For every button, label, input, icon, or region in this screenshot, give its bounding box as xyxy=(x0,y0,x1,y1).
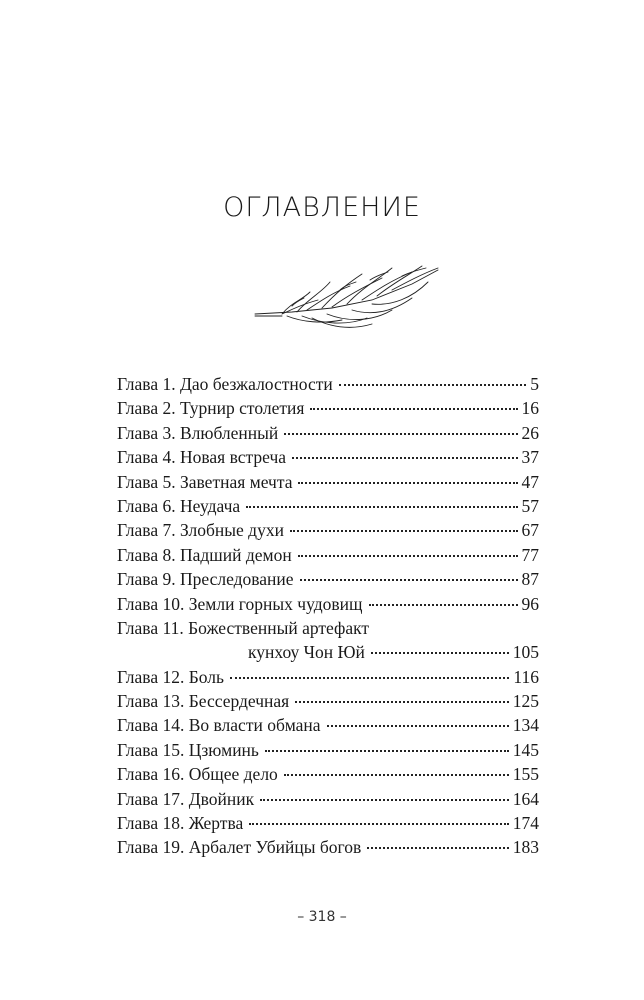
toc-entry-page: 77 xyxy=(521,544,539,565)
toc-entry[interactable] xyxy=(117,470,539,494)
toc-entry[interactable] xyxy=(117,567,539,591)
dot-leader xyxy=(290,528,518,532)
dot-leader xyxy=(230,675,509,679)
toc-entry[interactable] xyxy=(117,713,539,737)
dot-leader xyxy=(284,772,509,776)
toc-entry-page: 37 xyxy=(521,447,539,468)
toc-entry-page: 183 xyxy=(512,837,539,858)
toc-entry-title: Глава 6. Неудача xyxy=(117,495,241,516)
toc-entry-title: Глава 5. Заветная мечта xyxy=(117,471,293,492)
dot-leader xyxy=(284,431,517,435)
toc-entry-page: 47 xyxy=(521,471,539,492)
page-number: – 318 – xyxy=(297,909,347,925)
toc-entry[interactable] xyxy=(117,396,539,420)
toc-entry-title: Глава 15. Цзюминь xyxy=(117,739,259,760)
toc-entry[interactable] xyxy=(117,665,539,689)
toc-entry-page: 164 xyxy=(512,788,539,809)
toc-entry[interactable] xyxy=(117,787,539,811)
dot-leader xyxy=(371,650,509,654)
toc-entry[interactable] xyxy=(117,518,539,542)
toc-entry-page: 96 xyxy=(521,593,539,614)
toc-entry[interactable] xyxy=(117,421,539,445)
toc-entry-page: 174 xyxy=(512,813,539,834)
toc-entry-title: Глава 10. Земли горных чудовищ xyxy=(117,593,363,614)
dot-leader xyxy=(339,382,527,386)
toc-entry[interactable] xyxy=(117,835,539,859)
toc-entry-title: Глава 11. Божественный артефакт xyxy=(117,617,370,638)
toc-entry-page: 26 xyxy=(521,422,539,443)
dot-leader xyxy=(327,723,509,727)
dot-leader xyxy=(300,577,518,581)
dot-leader xyxy=(298,553,518,557)
toc-entry-title: Глава 2. Турнир столетия xyxy=(117,398,305,419)
toc-entry-title: Глава 4. Новая встреча xyxy=(117,447,287,468)
toc-entry-page: 116 xyxy=(513,666,539,687)
toc-entry-page: 145 xyxy=(512,739,539,760)
toc-entry-title: Глава 13. Бессердечная xyxy=(117,691,290,712)
toc-entry-title: Глава 14. Во власти обмана xyxy=(117,715,321,736)
dot-leader xyxy=(310,406,517,410)
toc-entry-page: 5 xyxy=(530,374,539,394)
toc-entry[interactable] xyxy=(117,592,539,616)
toc-entry-page: 134 xyxy=(512,715,539,736)
dot-leader xyxy=(367,845,508,849)
toc-entry-title: Глава 12. Боль xyxy=(117,666,225,687)
toc-entry-title: Глава 7. Злобные духи xyxy=(117,520,284,541)
toc-entry-page: 16 xyxy=(521,398,539,419)
toc-entry[interactable] xyxy=(117,494,539,518)
toc-entry-title: Глава 16. Общее дело xyxy=(117,764,278,785)
toc-entry[interactable] xyxy=(117,445,539,469)
toc-entry-page: 105 xyxy=(512,642,539,663)
table-of-contents xyxy=(117,372,539,860)
toc-entry-title: Глава 17. Двойник xyxy=(117,788,255,809)
toc-entry-page: 67 xyxy=(521,520,539,541)
toc-entry-title: Глава 19. Арбалет Убийцы богов xyxy=(117,837,362,858)
dot-leader xyxy=(295,699,509,703)
toc-entry-title: Глава 3. Влюбленный xyxy=(117,422,279,443)
toc-entry-title: Глава 8. Падший демон xyxy=(117,544,292,565)
dot-leader xyxy=(298,480,517,484)
toc-entry-page: 125 xyxy=(512,691,539,712)
toc-entry[interactable] xyxy=(117,762,539,786)
toc-entry[interactable] xyxy=(117,543,539,567)
dot-leader xyxy=(260,797,509,801)
toc-entry-page: 155 xyxy=(512,764,539,785)
toc-entry[interactable] xyxy=(117,689,539,713)
toc-entry-title: Глава 18. Жертва xyxy=(117,813,244,834)
toc-entry-page: 87 xyxy=(521,569,539,590)
toc-entry[interactable] xyxy=(117,811,539,835)
dot-leader xyxy=(369,602,518,606)
toc-entry-title: Глава 9. Преследование xyxy=(117,569,294,590)
page-title: ОГЛАВЛЕНИЕ xyxy=(223,192,421,223)
dot-leader xyxy=(246,504,517,508)
dot-leader xyxy=(265,748,509,752)
toc-entry[interactable] xyxy=(117,616,539,665)
toc-entry-title-continued: кунхоу Чон Юй xyxy=(248,642,365,663)
toc-entry[interactable] xyxy=(117,738,539,762)
feather-icon xyxy=(252,262,442,334)
toc-entry[interactable] xyxy=(117,372,539,396)
toc-entry-title: Глава 1. Дао безжалостности xyxy=(117,374,333,394)
dot-leader xyxy=(292,455,517,459)
dot-leader xyxy=(249,821,508,825)
toc-entry-page: 57 xyxy=(521,495,539,516)
